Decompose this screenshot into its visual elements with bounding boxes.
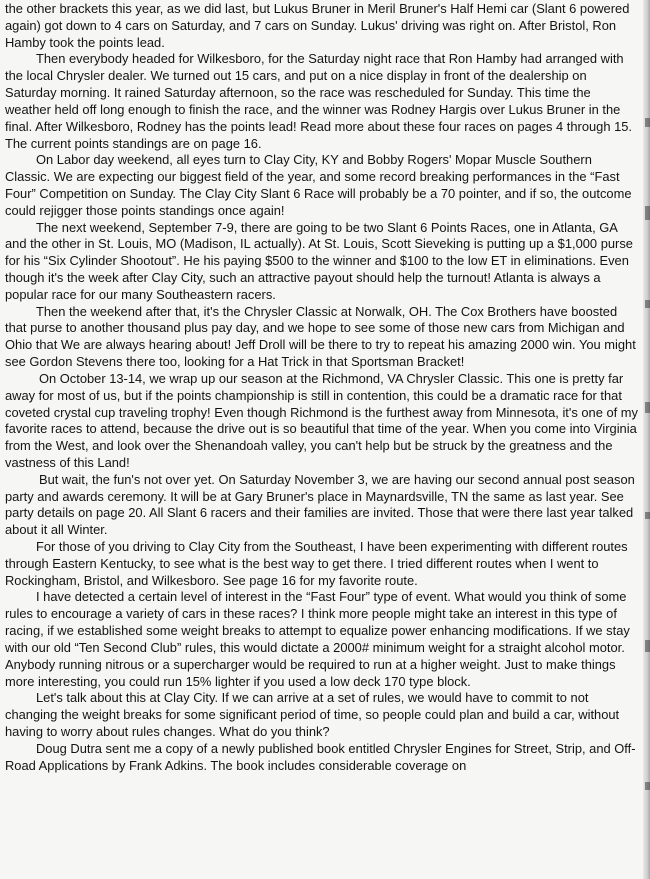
paragraph-clay-city: On Labor day weekend, all eyes turn to Clay City, KY and Bobby Rogers' Mopar Muscle Southern Classic. We are expecting our biggest field of the year, and some record breaking performances in the “Fast Four” Competition on Sunday. The Clay City Slant 6 Race will probably be a 70 pointer, and if so, the outcome could rejigger those points standings once again! xyxy=(5,152,632,218)
page-edge-mark xyxy=(645,206,650,220)
paragraph-clay-city-discussion: Let's talk about this at Clay City. If we can arrive at a set of rules, we would have to commit to not changing the weight breaks for some significant period of time, so people could plan and build a car, without having to worry about rules changes. What do you think? xyxy=(5,690,620,739)
page-edge-mark xyxy=(645,782,650,790)
page-edge-mark xyxy=(645,640,650,652)
page-edge-mark xyxy=(645,512,650,519)
paragraph-fast-four-rules: I have detected a certain level of interest in the “Fast Four” type of event. What would you think of some rules to encourage a variety of cars in these races? I think more people might take an interest in this type of racing, if we established some weight breaks to attempt to equalize power enhancing modifications. If we stay with our old “Ten Second Club” rules, this would dictate a 2000# minimum weight for a straight alcohol motor. Anybody running nitrous or a supercharger would be required to run at a higher weight. Just to make things more interesting, you could run 15% lighter if you used a low deck 170 type block. xyxy=(5,589,630,689)
page-edge-mark xyxy=(645,118,650,127)
paragraph-season-party: But wait, the fun's not over yet. On Saturday November 3, we are having our second annual post season party and awards ceremony. It will be at Gary Bruner's place in Maynardsville, TN the same as last year. See party details on page 20. All Slant 6 racers and their families are invited. Those that were there last year talked about it all Winter. xyxy=(5,471,635,538)
paragraph-norwalk: Then the weekend after that, it's the Chrysler Classic at Norwalk, OH. The Cox Brothers have boosted that purse to another thousand plus pay day, and we hope to see some of those new cars from Michigan and Ohio that We are always hearing about! Jeff Droll will be there to try to repeat his amazing 2000 win. You might see Gordon Stevens there too, looking for a Hat Trick in that Sportsman Bracket! xyxy=(5,303,636,370)
page-edge-mark xyxy=(645,300,650,308)
paragraph-atlanta-st-louis: The next weekend, September 7-9, there are going to be two Slant 6 Points Races, one in Atlanta, GA and the other in St. Louis, MO (Madison, IL actually). At St. Louis, Scott Sieveking is putting up a $1,000 purse for his “Six Cylinder Shootout”. He his paying $500 to the winner and $100 to the low ET in eliminations. Even though it's the week after Clay City, such an attractive payout should help the turnout! Atlanta is always a popular race for our many Southeastern racers. xyxy=(5,219,633,302)
page-edge-shadow xyxy=(643,0,650,879)
paragraph-richmond: On October 13-14, we wrap up our season at the Richmond, VA Chrysler Classic. This one is pretty far away for most of us, but if the points championship is still in contention, this could be a dramatic race for that coveted crystal cup traveling trophy! Even though Richmond is the furthest away from Minnesota, it's one of my favorite races to attend, because the drive out is so beautiful that time of the year. When you come into Virginia from the West, and look over the Shenandoah valley, you can't help but be struck by the greatness and the vastness of this Land! xyxy=(5,370,638,470)
paragraph-book-mention: Doug Dutra sent me a copy of a newly published book entitled Chrysler Engines for Street, Strip, and Off-Road Applications by Frank Adkins. The book includes considerable coverage on xyxy=(5,740,636,773)
paragraph-routes: For those of you driving to Clay City from the Southeast, I have been experimenting with different routes through Eastern Kentucky, to see what is the best way to get there. I tried different routes when I went to Rockingham, Bristol, and Wilkesboro. See page 16 for my favorite route. xyxy=(5,539,628,588)
paragraph-bristol-results: the other brackets this year, as we did last, but Lukus Bruner in Meril Bruner's Half Hemi car (Slant 6 powered again) got down to 4 cars on Saturday, and 7 cars on Sunday. Lukus' driving was right on. After Bristol, Ron Hamby took the points lead. xyxy=(5,1,630,50)
page-edge-mark xyxy=(645,402,650,413)
paragraph-wilkesboro: Then everybody headed for Wilkesboro, for the Saturday night race that Ron Hamby had arranged with the local Chrysler dealer. We turned out 15 cars, and put on a nice display in front of the dealership on Saturday morning. It rained Saturday afternoon, so the race was rescheduled for Sunday. This time the weather held off long enough to finish the race, and the winner was Rodney Hargis over Lukus Bruner in the final. After Wilkesboro, Rodney has the points lead! Read more about these four races on pages 4 through 15. The current points standings are on page 16. xyxy=(5,51,633,151)
